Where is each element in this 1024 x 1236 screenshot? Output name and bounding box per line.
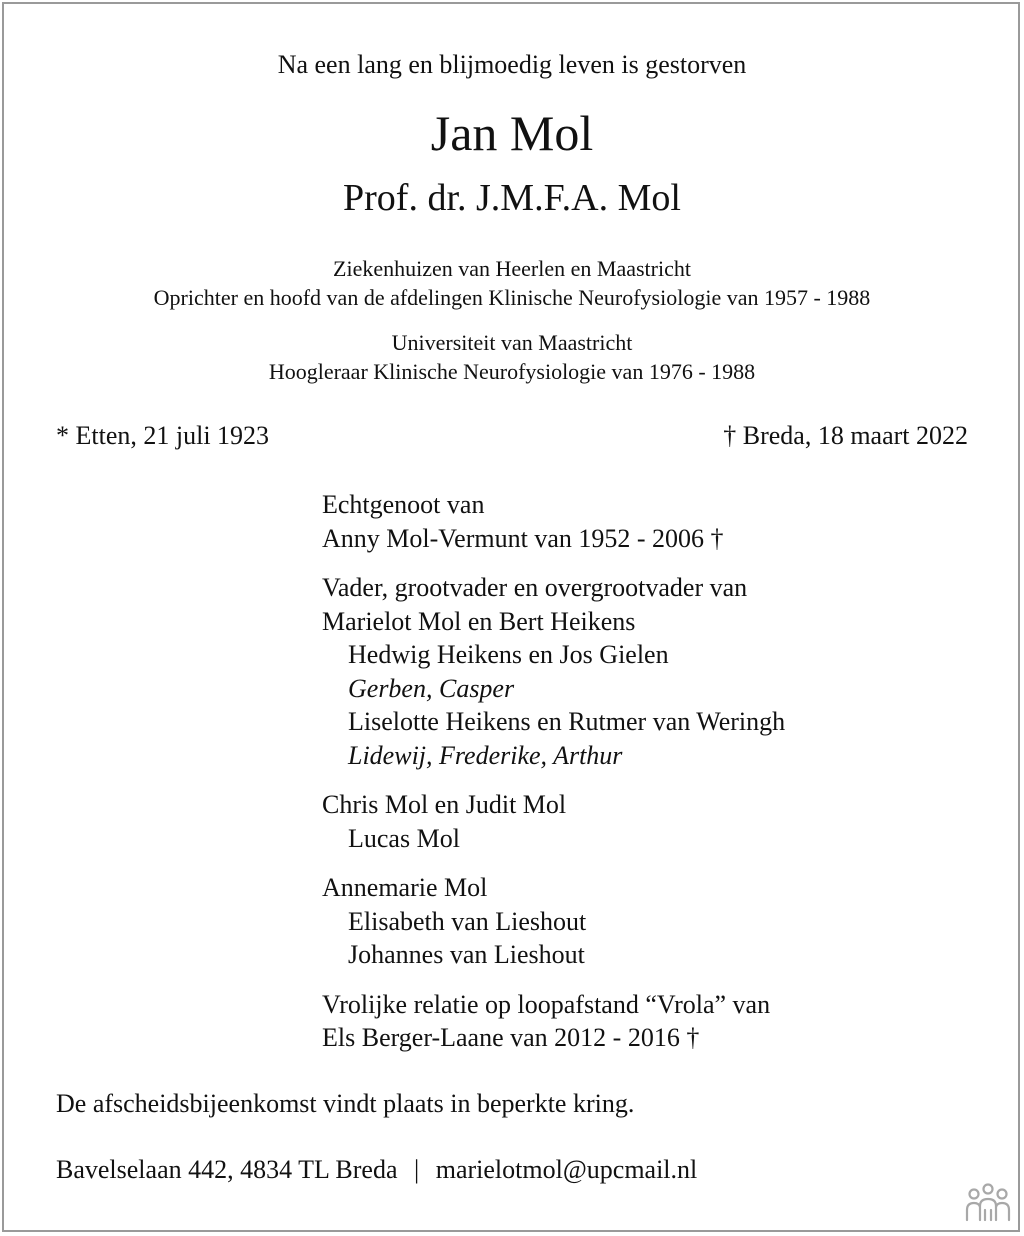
grandchild-5: Johannes van Lieshout [348,940,585,969]
contact-line [56,1155,697,1185]
contact-email: marielotmol@upcmail.nl [435,1155,698,1184]
contact-address: Bavelselaan 442, 4834 TL Breda [56,1155,398,1184]
deceased-name: Jan Mol [430,105,594,161]
children-intro: Vader, grootvader en overgrootvader van [322,573,748,602]
great-grandchildren-1: Gerben, Casper [348,673,515,703]
career-hospital: Ziekenhuizen van Heerlen en Maastricht [333,256,691,281]
spouse-intro: Echtgenoot van [322,490,485,519]
intro-text: Na een lang en blijmoedig leven is gestorven [277,50,747,79]
great-grandchildren-2: Lidewij, Frederike, Arthur [348,740,623,770]
family-icon [964,1182,1012,1222]
relation-intro: Vrolijke relatie op loopafstand “Vrola” van [322,989,771,1019]
career-hospital-role: Oprichter en hoofd van de afdelingen Klinische Neurofysiologie van 1957 - 1988 [153,285,871,310]
child-branch-1: Marielot Mol en Bert Heikens [322,606,636,636]
grandchild-4: Elisabeth van Lieshout [348,906,587,936]
farewell-note: De afscheidsbijeenkomst vindt plaats in beperkte kring. [56,1089,635,1118]
career-university-role: Hoogleraar Klinische Neurofysiologie van 1976 - 1988 [268,359,756,384]
grandchild-1: Hedwig Heikens en Jos Gielen [348,640,669,669]
grandchild-3: Lucas Mol [348,823,460,853]
child-branch-2: Chris Mol en Judit Mol [322,790,567,819]
spouse-name: Anny Mol-Vermunt van 1952 - 2006 † [322,523,724,553]
relation-name: Els Berger-Laane van 2012 - 2016 † [322,1023,700,1052]
career-university: Universiteit van Maastricht [391,330,633,355]
grandchild-2: Liselotte Heikens en Rutmer van Weringh [348,707,786,736]
birth-date: * Etten, 21 juli 1923 [56,421,270,450]
death-date: † Breda, 18 maart 2022 [723,421,968,450]
family-list [322,488,785,1055]
deceased-full-name: Prof. dr. J.M.F.A. Mol [343,177,681,219]
contact-separator: | [414,1155,420,1184]
child-branch-3: Annemarie Mol [322,873,488,902]
